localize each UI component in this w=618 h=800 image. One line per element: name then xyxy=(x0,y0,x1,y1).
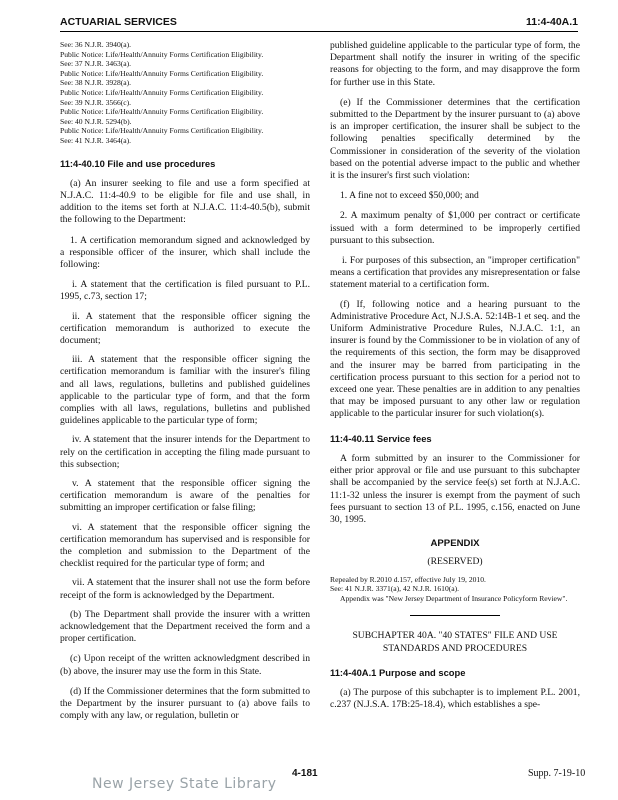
running-header xyxy=(60,14,578,30)
subchapter-title xyxy=(330,630,580,654)
subchapter-title-line: SUBCHAPTER 40A. "40 STATES" FILE AND USE xyxy=(352,630,558,642)
history-note: Public Notice: Life/Health/Annuity Forms Certification Eligibility. xyxy=(60,68,264,78)
paragraph-a: (a) An insurer seeking to file and use a form specified at N.J.A.C. 11:4-40.9 to be eligible for file and use shall, in addition to the items set forth at N.J.A.C. 11:4-40.5(b), submit the following to the Department: xyxy=(60,177,310,226)
paragraph-d-continued: published guideline applicable to the particular type of form, the Department shall notify the insurer in writing of the specific reasons for objecting to the form, and may disapprove the form for further use in this State. xyxy=(330,40,580,88)
subitem-v: v. A statement that the responsible officer signing the certification memorandum is aware of the penalties for submitting an improper certification or false filing; xyxy=(60,478,310,514)
header-rule xyxy=(60,31,578,32)
header-section-number: 11:4-40A.1 xyxy=(526,16,578,28)
item-1: 1. A certification memorandum signed and acknowledged by a responsible officer of the insurer, which shall include the following: xyxy=(60,234,310,270)
history-note: See: 36 N.J.R. 3940(a). xyxy=(60,40,132,49)
paragraph-f: (f) If, following notice and a hearing pursuant to the Administrative Procedure Act, N.J.S.A. 52:14B-1 et seq. and the Uniform Administrative Procedure Rules, N.J.A.C. 1:1, an insurer is found by the Commissioner to be in violation of any of the requirements of this section, the form may be disapproved and the insurer may be barred from participating in the certification process pursuant to this section for a period not to exceed one year. These penalties are in addition to any penalties that may be imposed pursuant to any other law or regulation applicable to the particular insurer for such violation(s). xyxy=(330,298,580,420)
subitem-iii: iii. A statement that the responsible officer signing the certification memorandum is familiar with the insurer's filing and all laws, regulations, bulletins and published guidelines applicable to the particular type of form, and that the form complies with all laws, regulations, bulletins and published guidelines applicable to the particular type of form; xyxy=(60,354,310,427)
history-note: Public Notice: Life/Health/Annuity Forms Certification Eligibility. xyxy=(60,87,264,97)
service-fees-paragraph: A form submitted by an insurer to the Commissioner for either prior approval or file and use pursuant to this subchapter shall be accompanied by the service fee(s) set forth at N.J.A.C. 11:1-32 unless the insurer is exempt from the payment of such fees pursuant to section 13 of P.L. 1995, c.156, enacted on June 30, 1995. xyxy=(330,452,580,525)
appendix-note: Repealed by R.2010 d.157, effective July 19, 2010. xyxy=(330,574,486,584)
subitem-vii: vii. A statement that the insurer shall not use the form before receipt of the form is acknowledged by the Department. xyxy=(60,577,310,601)
item-e-1: 1. A fine not to exceed $50,000; and xyxy=(340,190,479,202)
history-notes xyxy=(60,40,310,146)
paragraph-d: (d) If the Commissioner determines that the form submitted to the Department by the insurer pursuant to (a) above fails to comply with any law, or regulation, bulletin or xyxy=(60,685,310,722)
appendix-reserved: (RESERVED) xyxy=(427,556,483,568)
subitem-e-2-i: i. For purposes of this subsection, an "improper certification" means a certification that provides any misrepresentation or false statement material to a certification form. xyxy=(330,255,580,291)
subitem-vi: vi. A statement that the responsible officer signing the certification memorandum has supervised and is responsible for the completion and submission to the Department of the checklist required for the particular type of form; and xyxy=(60,521,310,570)
history-note: See: 39 N.J.R. 3566(c). xyxy=(60,97,132,107)
left-column xyxy=(60,40,310,730)
header-section-title: ACTUARIAL SERVICES xyxy=(60,16,177,28)
history-note: See: 37 N.J.R. 3463(a). xyxy=(60,59,132,69)
appendix-note: See: 41 N.J.R. 3371(a), 42 N.J.R. 1610(a). xyxy=(330,584,460,594)
appendix-title: APPENDIX xyxy=(430,538,480,550)
right-column xyxy=(330,40,580,719)
paragraph-e: (e) If the Commissioner determines that the certification submitted to the Department by the insurer pursuant to (a) above is an improper certification, the insurer shall be subject to the following penalties specifically determined by the Commissioner in consideration of the severity of the violation based on the potential adverse impact to the public and whether it is the insurer's first such violation: xyxy=(330,96,580,182)
history-note: Public Notice: Life/Health/Annuity Forms Certification Eligibility. xyxy=(60,126,264,136)
scope-paragraph: (a) The purpose of this subchapter is to implement P.L. 2001, c.237 (N.J.S.A. 17B:25-18.4), which establishes a spe- xyxy=(330,686,580,711)
section-heading-purpose-scope: 11:4-40A.1 Purpose and scope xyxy=(330,666,466,678)
section-divider xyxy=(410,615,500,616)
paragraph-b: (b) The Department shall provide the insurer with a written acknowledgement that the Department received the form and a proper certification. xyxy=(60,608,310,645)
page-number: 4-181 xyxy=(292,768,318,779)
appendix-note: Appendix was "New Jersey Department of Insurance Policyform Review". xyxy=(340,593,568,603)
section-heading-service-fees: 11:4-40.11 Service fees xyxy=(330,432,432,444)
subchapter-title-line: STANDARDS AND PROCEDURES xyxy=(382,642,528,654)
subitem-ii: ii. A statement that the responsible officer signing the certification memorandum is authorized to execute the document; xyxy=(60,310,310,346)
item-e-2: 2. A maximum penalty of $1,000 per contract or certificate issued with a form determined to be improperly certified pursuant to this subsection. xyxy=(330,210,580,246)
subitem-i: i. A statement that the certification is filed pursuant to P.L. 1995, c.73, section 17; xyxy=(60,279,310,303)
section-heading-file-and-use: 11:4-40.10 File and use procedures xyxy=(60,157,216,169)
history-note: See: 41 N.J.R. 3464(a). xyxy=(60,135,132,145)
supplement-date: Supp. 7-19-10 xyxy=(528,768,586,779)
appendix-notes xyxy=(330,575,580,604)
paragraph-c: (c) Upon receipt of the written acknowledgment described in (b) above, the insurer may use the form in this State. xyxy=(60,653,310,677)
history-note: See: 40 N.J.R. 5294(b). xyxy=(60,116,132,126)
subitem-iv: iv. A statement that the insurer intends for the Department to rely on the certification in accepting the filing made pursuant to this subsection; xyxy=(60,434,310,470)
history-note: See: 38 N.J.R. 3928(a). xyxy=(60,78,132,88)
history-note: Public Notice: Life/Health/Annuity Forms Certification Eligibility. xyxy=(60,49,264,59)
library-watermark: New Jersey State Library xyxy=(92,776,277,792)
history-note: Public Notice: Life/Health/Annuity Forms Certification Eligibility. xyxy=(60,107,264,117)
